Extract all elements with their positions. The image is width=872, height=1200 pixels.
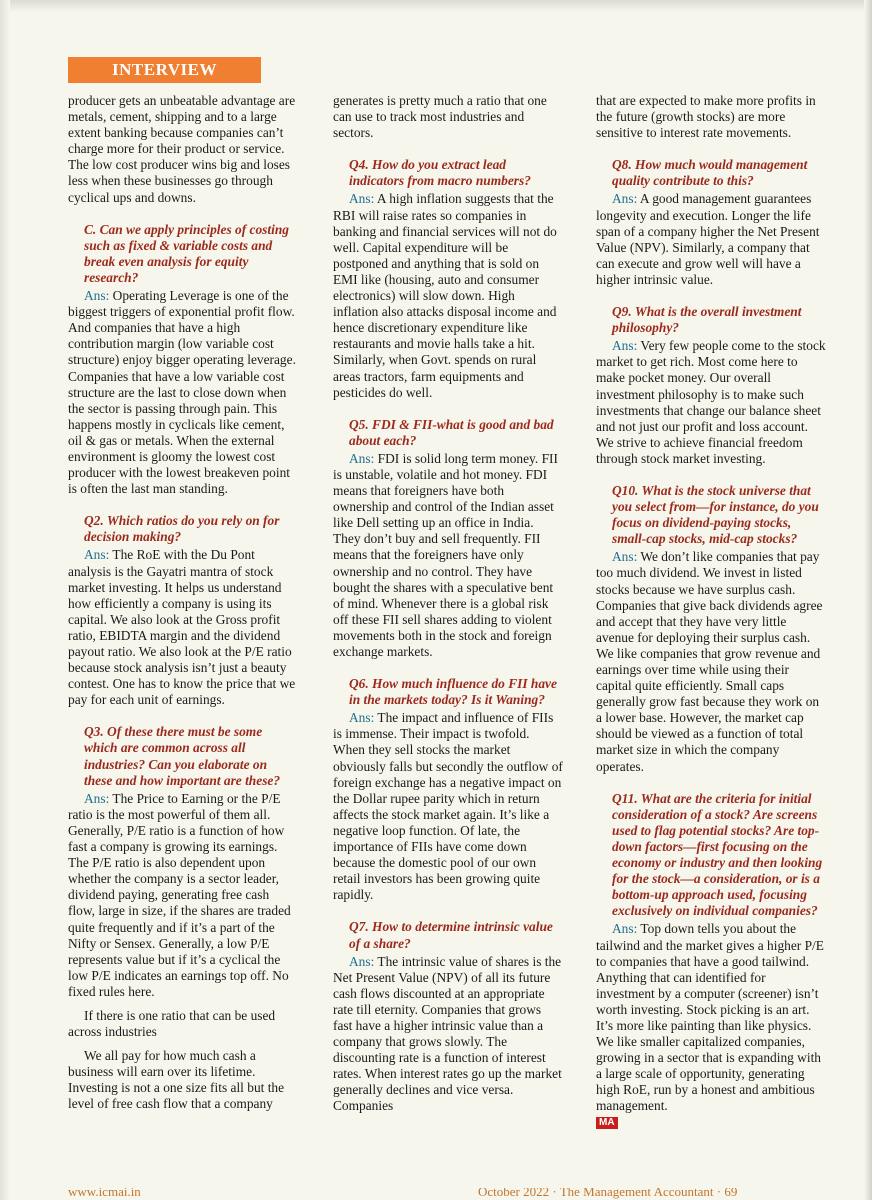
question-heading: Q6. How much influence do FII have in the markets today? Is it Waning?	[349, 676, 557, 708]
answer-text: Very few people come to the stock market to get rich. Most come here to make pocket money. Our overall investment philosophy is to make such investments that change our balance sheet and not just our profit and loss account. We strive to achieve financial freedom through stock market investing.	[596, 338, 826, 466]
answer-label: Ans:	[349, 953, 375, 969]
paragraph: We all pay for how much cash a business will earn over its lifetime. Investing is not a one size fits all but the level of free cash flow that a company	[68, 1048, 285, 1112]
answer-paragraph	[68, 288, 298, 497]
answer-text: Top down tells you about the tailwind and the market gives a higher P/E to companies that have a good tailwind. Anything that can identified for investment by a computer (screener) isn’t worth investing. Stock picking is an art. It’s more like painting than like physics. We like smaller capitalized companies, growing in a sector that is expanding with a large scale of opportunity, generating high RoE, run by a honest and ambitious management.	[596, 921, 824, 1114]
answer-label: Ans:	[349, 710, 375, 726]
answer-label: Ans:	[84, 790, 110, 806]
answer-paragraph	[596, 921, 826, 1114]
answer-paragraph	[596, 549, 826, 774]
answer-paragraph	[333, 710, 563, 903]
answer-label: Ans:	[612, 549, 638, 565]
page-shadow-right	[864, 0, 872, 1200]
answer-text: A high inflation suggests that the RBI will raise rates so companies in banking and financial services will not do well. Capital expenditure will be postponed and anything that is sold on EMI like (housing, auto and consumer electronics) will slow down. High inflation also attacks disposal income and hence discretionary expenditure like restaurants and movie halls take a hit. Similarly, when Govt. spends on rural areas tractors, farm equipments and pesticides do well.	[333, 191, 557, 400]
answer-text: FDI is solid long term money. FII is unstable, volatile and hot money. FDI means that foreigners have both ownership and control of the Indian asset like Dell setting up an office in India. They don’t buy and sell frequently. FII means that the foreigners have only ownership and no control. They have bought the shares with a speculative bent of mind. Whenever there is a global risk off these FII sell shares adding to violent movements both in the stock and foreign exchange markets.	[333, 450, 558, 659]
page-footer	[0, 1188, 872, 1200]
question-heading: Q9. What is the overall investment philosophy?	[612, 304, 802, 336]
column-2	[333, 93, 563, 1115]
paragraph: If there is one ratio that can be used across industries	[68, 1007, 276, 1040]
question-heading: Q5. FDI & FII-what is good and bad about each?	[349, 416, 554, 448]
paragraph: generates is pretty much a ratio that one can use to track most industries and sectors.	[333, 93, 547, 141]
answer-paragraph	[333, 451, 563, 660]
column-1	[68, 93, 298, 1113]
question-heading: Q8. How much would management quality contribute to this?	[612, 157, 808, 189]
answer-label: Ans:	[612, 338, 638, 354]
question-heading: Q2. Which ratios do you rely on for decision making?	[84, 513, 280, 545]
footer-issue: October 2022 · The Management Accountant · 69	[478, 1188, 738, 1199]
question-heading: Q11. What are the criteria for initial consideration of a stock? Are screens used to flag potential stocks? Are top-down factors—first focusing on the economy or industry and then looking for the stock—a consideration, or is a bottom-up approach used, focusing exclusively on individual companies?	[612, 790, 823, 919]
answer-text: The impact and influence of FIIs is immense. Their impact is twofold. When they sell stocks the market obviously falls but secondly the outflow of foreign exchange has a negative impact on the Dollar rupee parity which in return affects the stock market again. It’s like a negative loop function. Of late, the importance of FIIs have come down because the domestic pool of our own retail investors has been growing quite rapidly.	[333, 710, 563, 903]
answer-text: We don’t like companies that pay too much dividend. We invest in listed stocks because we have surplus cash. Companies that give back dividends agree and accept that they have very little avenue for deploying their surplus cash. We like companies that grow revenue and earnings over time while using their capital quite efficiently. Small caps generally grow fast because they work on a lower base. However, the market cap should be viewed as a function of total market size in which the company operates.	[596, 549, 823, 774]
column-3	[596, 93, 826, 1131]
answer-label: Ans:	[84, 288, 110, 304]
paragraph: producer gets an unbeatable advantage are metals, cement, shipping and to a large extent banking because companies can’t charge more for their product or service. The low cost producer wins big and loses less when these businesses go through cyclical ups and downs.	[68, 93, 296, 205]
answer-paragraph	[333, 954, 563, 1115]
answer-label: Ans:	[612, 921, 638, 937]
answer-text: The RoE with the Du Pont analysis is the Gayatri mantra of stock market investing. It helps us understand how efficiently a company is using its capital. We also look at the Gross profit ratio, EBIDTA margin and the dividend payout ratio. We also look at the P/E ratio because stock analysis isn’t just a beauty contest. One has to know the price that we pay for each unit of earnings.	[68, 547, 296, 708]
paragraph: that are expected to make more profits in the future (growth stocks) are more sensitive to interest rate movements.	[596, 93, 816, 141]
question-heading: Q10. What is the stock universe that you select from—for instance, do you focus on dividend-paying stocks, small-cap stocks, mid-cap stocks?	[612, 482, 819, 547]
answer-text: The intrinsic value of shares is the Net Present Value (NPV) of all its future cash flows discounted at an appropriate rate till eternity. Companies that grows fast have a higher intrinsic value than a company that grows slowly. The discounting rate is a function of interest rates. When interest rates go up the market generally declines and vice versa. Companies	[333, 953, 562, 1114]
page-shadow-left	[0, 0, 10, 1200]
answer-label: Ans:	[84, 547, 110, 563]
page-shadow-top	[0, 0, 872, 12]
end-mark-logo: MA	[596, 1117, 618, 1129]
footer-website: www.icmai.in	[68, 1188, 141, 1199]
answer-text: A good management guarantees longevity and execution. Longer the life span of a company higher the Net Present Value (NPV). Similarly, a company that can execute and grow well will have a higher intrinsic value.	[596, 191, 820, 287]
end-mark-line	[596, 1115, 826, 1131]
answer-text: Operating Leverage is one of the biggest triggers of exponential profit flow. And companies that have a high contribution margin (low variable cost structure) enjoy bigger operating leverage. Companies that have a low variable cost structure are the last to close down when the sector is passing through pain. This happens mostly in cyclicals like cement, oil & gas or metals. When the external environment is gloomy the lowest cost producer with the lowest breakeven point is often the last man standing.	[68, 288, 296, 497]
question-heading: C. Can we apply principles of costing such as fixed & variable costs and break even analysis for equity research?	[84, 221, 289, 285]
answer-paragraph	[596, 338, 826, 467]
answer-paragraph	[68, 547, 298, 708]
answer-label: Ans:	[612, 191, 638, 207]
answer-paragraph	[333, 191, 563, 400]
answer-label: Ans:	[349, 191, 375, 207]
answer-paragraph	[68, 791, 298, 1000]
question-heading: Q4. How do you extract lead indicators from macro numbers?	[349, 157, 531, 189]
section-banner: INTERVIEW	[68, 57, 261, 83]
answer-label: Ans:	[349, 450, 375, 466]
question-heading: Q3. Of these there must be some which are common across all industries? Can you elaborate on these and how important are these?	[84, 724, 281, 788]
answer-text: The Price to Earning or the P/E ratio is the most powerful of them all. Generally, P/E ratio is a function of how fast a company is growing its earnings. The P/E ratio is also dependent upon whether the company is a sector leader, dividend paying, generating free cash flow, large in size, if the shares are traded quite frequently and if it’s a part of the Nifty or Sensex. Generally, a low P/E represents value but if it’s a cyclical the low P/E indicates an earnings top off. No fixed rules here.	[68, 790, 291, 999]
question-heading: Q7. How to determine intrinsic value of a share?	[349, 919, 553, 951]
answer-paragraph	[596, 191, 826, 288]
